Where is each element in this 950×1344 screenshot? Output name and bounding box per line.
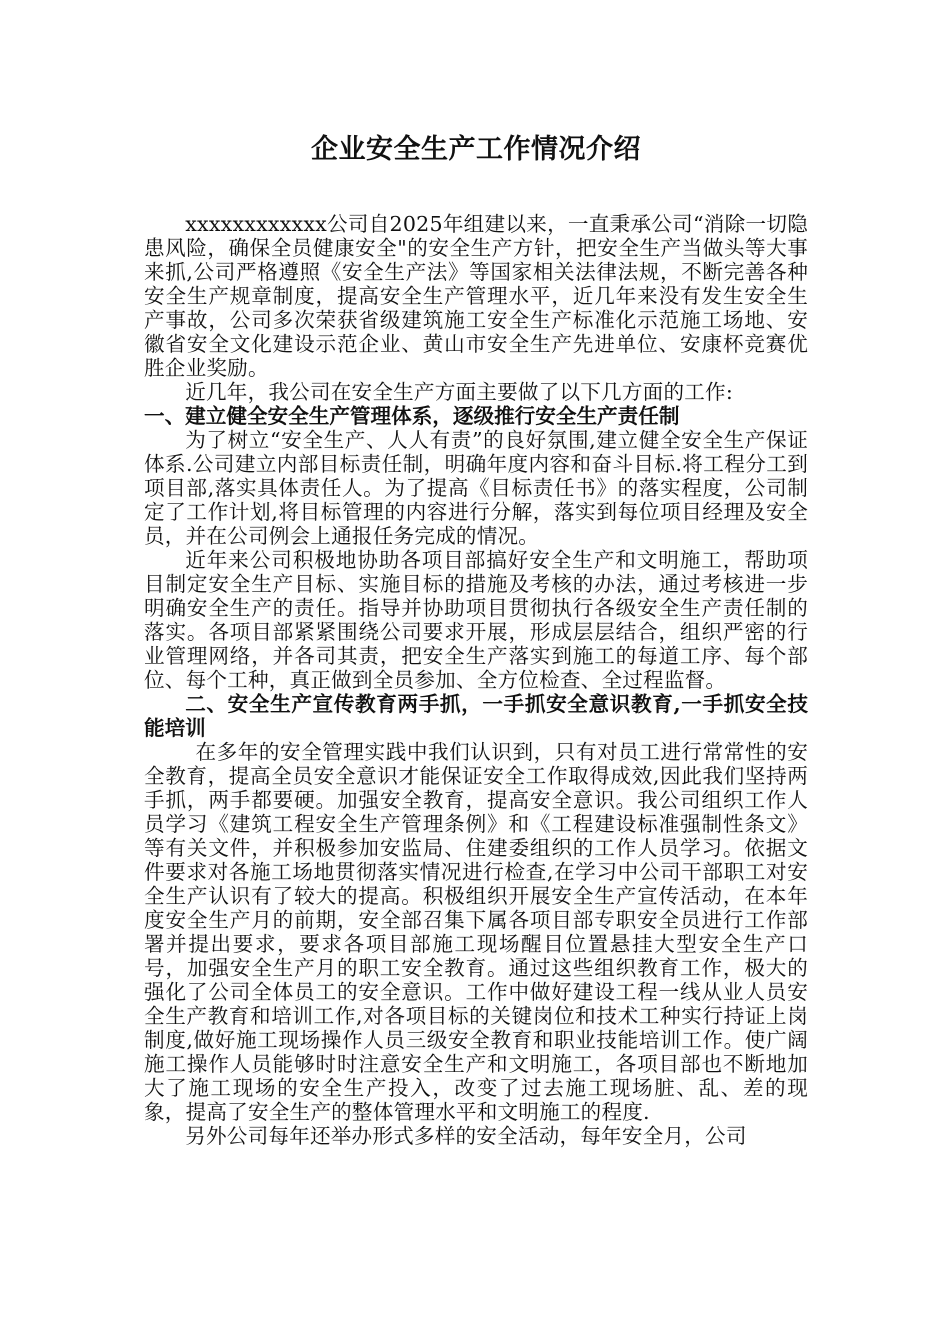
section-1-paragraph-1: 为了树立“安全生产、人人有责”的良好氛围,建立健全安全生产保证体系.公司建立内部目标责任制，明确年度内容和奋斗目标.将工程分工到项目部,落实具体责任人。为了提高《目标责任书》的落实程度，公司制定了工作计划,将目标管理的内容进行分解，落实到每位项目经理及安全员，并在公司例会上通报任务完成的情况。 xyxy=(144,428,808,548)
intro-paragraph: xxxxxxxxxxxx公司自2025年组建以来，一直秉承公司“消除一切隐患风险，确保全员健康安全"的安全生产方针，把安全生产当做头等大事来抓,公司严格遵照《安全生产法》等国家相关法律法规，不断完善各种安全生产规章制度，提高安全生产管理水平，近几年来没有发生安全生产事故，公司多次荣获省级建筑施工安全生产标准化示范施工场地、安徽省安全文化建设示范企业、黄山市安全生产先进单位、安康杯竞赛优胜企业奖励。 xyxy=(144,212,808,380)
section-1-paragraph-2: 近年来公司积极地协助各项目部搞好安全生产和文明施工，帮助项目制定安全生产目标、实施目标的措施及考核的办法，通过考核进一步明确安全生产的责任。指导并协助项目贯彻执行各级安全生产责任制的落实。各项目部紧紧围绕公司要求开展，形成层层结合，组织严密的行业管理网络，并各司其责，把安全生产落实到施工的每道工序、每个部位、每个工种，真正做到全员参加、全方位检查、全过程监督。 xyxy=(144,548,808,692)
section-2-paragraph-2: 另外公司每年还举办形式多样的安全活动，每年安全月，公司 xyxy=(185,1124,747,1148)
work-summary-paragraph: 近几年，我公司在安全生产方面主要做了以下几方面的工作: xyxy=(185,380,733,404)
section-2-paragraph-1: 在多年的安全管理实践中我们认识到，只有对员工进行常常性的安全教育，提高全员安全意识才能保证安全工作取得成效,因此我们坚持两手抓，两手都要硬。加强安全教育，提高安全意识。我公司组织工作人员学习《建筑工程安全生产管理条例》和《工程建设标准强制性条文》等有关文件，并积极参加安监局、住建委组织的工作人员学习。依据文件要求对各施工场地贯彻落实情况进行检查,在学习中公司干部职工对安全生产认识有了较大的提高。积极组织开展安全生产宣传活动，在本年度安全生产月的前期，安全部召集下属各项目部专职安全员进行工作部署并提出要求，要求各项目部施工现场醒目位置悬挂大型安全生产口号，加强安全生产月的职工安全教育。通过这些组织教育工作，极大的强化了公司全体员工的安全意识。工作中做好建设工程一线从业人员安全生产教育和培训工作,对各项目标的关键岗位和技术工种实行持证上岗制度,做好施工现场操作人员三级安全教育和职业技能培训工作。使广阔施工操作人员能够时时注意安全生产和文明施工，各项目部也不断地加大了施工现场的安全生产投入，改变了过去施工现场脏、乱、差的现象，提高了安全生产的整体管理水平和文明施工的程度. xyxy=(144,740,808,1124)
document-title: 企业安全生产工作情况介绍 xyxy=(311,134,641,165)
section-1-heading: 一、建立健全安全生产管理体系，逐级推行安全生产责任制 xyxy=(144,404,680,428)
document-page xyxy=(144,128,808,1148)
section-2-heading: 二、安全生产宣传教育两手抓，一手抓安全意识教育,一手抓安全技能培训 xyxy=(144,692,808,740)
